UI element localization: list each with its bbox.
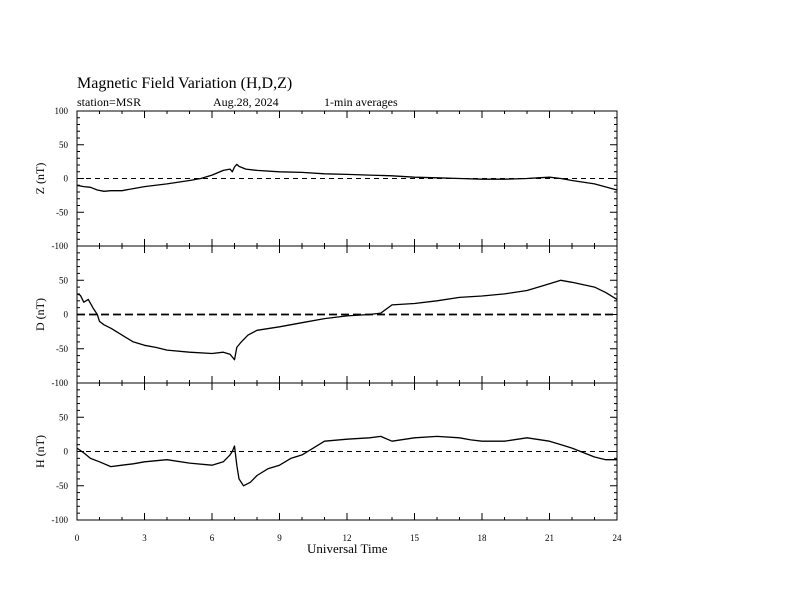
x-tick-label: 3 [142, 533, 147, 543]
station-label: station=MSR [77, 95, 142, 109]
x-tick-label: 24 [612, 533, 622, 543]
bottom-y-tick-label: -100 [51, 515, 68, 525]
bottom-y-tick-label: 50 [59, 412, 68, 423]
date-label: Aug.28, 2024 [213, 95, 279, 109]
x-tick-label: 12 [342, 533, 352, 543]
x-tick-label: 18 [477, 533, 487, 543]
top-y-tick-label: 0 [63, 173, 68, 184]
bottom-y-tick-label: 0 [63, 446, 68, 457]
top-y-axis-label: Z (nT) [33, 162, 47, 195]
top-series-line [77, 164, 617, 191]
averaging-label: 1-min averages [324, 95, 398, 109]
middle-series-line [77, 280, 617, 359]
top-y-tick-label: -100 [51, 241, 68, 251]
x-tick-label: 21 [545, 533, 554, 543]
middle-y-tick-label: -50 [56, 343, 68, 354]
x-tick-label: 6 [209, 533, 215, 543]
middle-y-tick-label: 0 [63, 309, 68, 320]
middle-y-tick-label: 50 [59, 275, 68, 286]
bottom-y-tick-label: -50 [56, 480, 68, 491]
bottom-y-axis-label: H (nT) [33, 435, 47, 468]
top-y-tick-label: 100 [54, 106, 68, 116]
x-tick-label: 15 [410, 533, 419, 543]
middle-y-axis-label: D (nT) [33, 298, 47, 331]
x-tick-label: 0 [74, 533, 80, 543]
middle-y-tick-label: -100 [51, 378, 68, 388]
bottom-series-line [77, 436, 617, 485]
top-y-tick-label: 50 [59, 139, 68, 150]
x-tick-label: 9 [277, 533, 282, 543]
chart-title: Magnetic Field Variation (H,D,Z) [77, 75, 293, 92]
top-y-tick-label: -50 [56, 207, 68, 218]
x-axis-label: Universal Time [307, 541, 388, 556]
